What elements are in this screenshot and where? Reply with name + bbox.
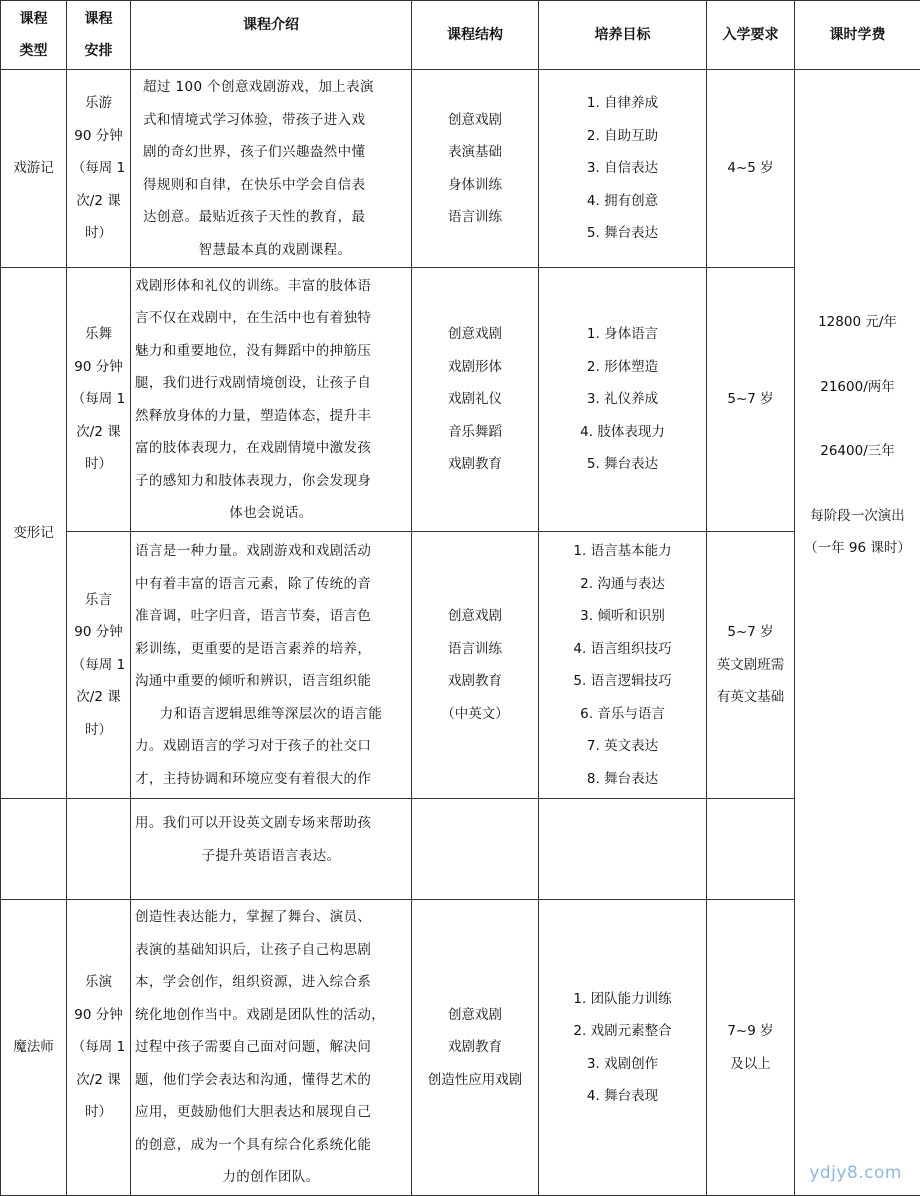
schedule-line: 90 分钟 [67,616,130,649]
schedule-line: （每周 1 [67,383,130,416]
goal-item: 1. 身体语言 [539,318,706,351]
requirement-cell [707,900,795,1196]
intro-line: 应用，更鼓励他们大胆表达和展现自己 [135,1096,407,1129]
intro-line: 言不仅在戏剧中，在生活中也有着独特 [135,302,407,335]
intro-line: 中有着丰富的语言元素，除了传统的音 [135,568,407,601]
structure-cell [412,70,539,268]
schedule-line: 次/2 课 [67,416,130,449]
performance-note: 每阶段一次演出 [795,500,920,533]
requirement-line: 4~5 岁 [707,152,794,185]
schedule-cell [67,799,131,900]
requirement-line: 5~7 岁 [707,383,794,416]
schedule-cell [67,532,131,799]
intro-line: 语言是一种力量。戏剧游戏和戏剧活动 [135,535,407,568]
requirement-line: 7~9 岁 [707,1015,794,1048]
course-type-cell: 魔法师 [1,900,67,1196]
header-course-type [1,1,67,70]
structure-item: 戏剧形体 [412,351,538,384]
schedule-cell [67,268,131,532]
goal-item: 2. 形体塑造 [539,351,706,384]
intro-line: 统化地创作当中。戏剧是团队性的活动， [135,999,407,1032]
schedule-line: 90 分钟 [67,999,130,1032]
structure-item: 戏剧教育 [412,1031,538,1064]
intro-line: 子提升英语语言表达。 [135,840,407,873]
requirement-cell [707,268,795,532]
intro-line: 的创意，成为一个具有综合化系统化能 [135,1129,407,1162]
goal-item: 3. 礼仪养成 [539,383,706,416]
goal-item: 4. 语言组织技巧 [539,633,706,666]
structure-item: 语言训练 [412,201,538,234]
intro-line: 才，主持协调和环境应变有着很大的作 [135,763,407,796]
requirement-cell [707,532,795,799]
goal-item: 1. 自律养成 [539,87,706,120]
intro-line: 魅力和重要地位，没有舞蹈中的抻筋压 [135,335,407,368]
goals-cell [539,532,707,799]
schedule-cell [67,70,131,268]
watermark: ydjy8.com [809,1163,902,1183]
intro-cell [131,799,412,900]
course-type-cell [1,799,67,900]
intro-line: 达创意。最贴近孩子天性的教育，最 [143,201,407,234]
table-row-continuation [1,799,920,900]
structure-item: 戏剧教育 [412,665,538,698]
structure-item: 戏剧教育 [412,448,538,481]
intro-cell [131,70,412,268]
header-training-goals: 培养目标 [539,1,707,70]
goal-item: 2. 自助互助 [539,120,706,153]
table-row [1,268,920,532]
goals-cell [539,900,707,1196]
goal-item: 4. 肢体表现力 [539,416,706,449]
requirement-line: 英文剧班需 [707,649,794,682]
intro-line: 创造性表达能力，掌握了舞台、演员、 [135,901,407,934]
structure-cell [412,799,539,900]
intro-line: 过程中孩子需要自己面对问题，解决问 [135,1031,407,1064]
goal-item: 6. 音乐与语言 [539,698,706,731]
price-per-year: 12800 元/年 [795,306,920,339]
schedule-line: 时） [67,1096,130,1129]
requirement-line: 5~7 岁 [707,616,794,649]
intro-line: 富的肢体表现力，在戏剧情境中激发孩 [135,432,407,465]
header-text: 课程 [67,3,130,35]
schedule-line: 次/2 课 [67,1064,130,1097]
structure-item: 创意戏剧 [412,999,538,1032]
header-course-schedule [67,1,131,70]
intro-line: 然释放身体的力量，塑造体态，提升丰 [135,400,407,433]
intro-line: 体也会说话。 [135,497,407,530]
schedule-line: 乐言 [67,584,130,617]
intro-line: 式和情境式学习体验，带孩子进入戏 [143,104,407,137]
goals-cell [539,70,707,268]
goals-cell [539,799,707,900]
intro-line: 表演的基础知识后，让孩子自己构思剧 [135,934,407,967]
course-type-cell: 戏游记 [1,70,67,268]
schedule-line: （每周 1 [67,152,130,185]
schedule-line: 时） [67,217,130,250]
header-text: 课程 [1,3,66,35]
price-two-years: 21600/两年 [795,371,920,404]
structure-cell [412,532,539,799]
header-tuition: 课时学费 [795,1,920,70]
table-row [1,900,920,1196]
structure-item: 创意戏剧 [412,600,538,633]
goal-item: 5. 语言逻辑技巧 [539,665,706,698]
hours-note: （一年 96 课时） [795,532,920,565]
intro-line: 本，学会创作，组织资源，进入综合系 [135,966,407,999]
structure-item: 语言训练 [412,633,538,666]
intro-line: 戏剧形体和礼仪的训练。丰富的肢体语 [135,270,407,303]
structure-item: 表演基础 [412,136,538,169]
goal-item: 3. 戏剧创作 [539,1048,706,1081]
header-text: 类型 [1,35,66,67]
intro-line: 得规则和自律，在快乐中学会自信表 [143,169,407,202]
price-three-years: 26400/三年 [795,435,920,468]
structure-item: 身体训练 [412,169,538,202]
intro-line: 题，他们学会表达和沟通，懂得艺术的 [135,1064,407,1097]
intro-line: 子的感知力和肢体表现力，你会发现身 [135,465,407,498]
schedule-line: 乐游 [67,87,130,120]
intro-line: 腿，我们进行戏剧情境创设，让孩子自 [135,367,407,400]
intro-line: 力和语言逻辑思维等深层次的语言能 [135,698,407,731]
table-row [1,532,920,799]
intro-line: 彩训练，更重要的是语言素养的培养， [135,633,407,666]
goal-item: 1. 语言基本能力 [539,535,706,568]
header-text: 安排 [67,35,130,67]
goal-item: 3. 自信表达 [539,152,706,185]
tuition-cell [795,70,920,1196]
intro-cell [131,268,412,532]
intro-line: 力。戏剧语言的学习对于孩子的社交口 [135,730,407,763]
header-course-intro: 课程介绍 [131,1,412,70]
schedule-cell [67,900,131,1196]
requirement-cell [707,799,795,900]
structure-item: （中英文） [412,698,538,731]
header-course-structure: 课程结构 [412,1,539,70]
schedule-line: 次/2 课 [67,681,130,714]
requirement-line: 有英文基础 [707,681,794,714]
schedule-line: 90 分钟 [67,120,130,153]
intro-line: 准音调，吐字归音，语言节奏，语言色 [135,600,407,633]
structure-item: 创意戏剧 [412,318,538,351]
header-admission-requirement: 入学要求 [707,1,795,70]
schedule-line: 时） [67,714,130,747]
goals-cell [539,268,707,532]
structure-item: 创造性应用戏剧 [412,1064,538,1097]
header-row [1,1,920,70]
goal-item: 3. 倾听和识别 [539,600,706,633]
goal-item: 4. 拥有创意 [539,185,706,218]
structure-item: 音乐舞蹈 [412,416,538,449]
intro-cell [131,532,412,799]
intro-cell [131,900,412,1196]
schedule-line: 乐舞 [67,318,130,351]
intro-line: 剧的奇幻世界，孩子们兴趣盎然中懂 [143,136,407,169]
goal-item: 8. 舞台表达 [539,763,706,796]
structure-cell [412,900,539,1196]
schedule-line: （每周 1 [67,649,130,682]
intro-line: 沟通中重要的倾听和辨识，语言组织能 [135,665,407,698]
goal-item: 4. 舞台表现 [539,1080,706,1113]
goal-item: 5. 舞台表达 [539,217,706,250]
goal-item: 2. 沟通与表达 [539,568,706,601]
intro-line: 超过 100 个创意戏剧游戏，加上表演 [143,71,407,104]
schedule-line: 次/2 课 [67,185,130,218]
table-row [1,70,920,268]
structure-item: 戏剧礼仪 [412,383,538,416]
intro-line: 用。我们可以开设英文剧专场来帮助孩 [135,807,407,840]
structure-cell [412,268,539,532]
schedule-line: （每周 1 [67,1031,130,1064]
goal-item: 5. 舞台表达 [539,448,706,481]
goal-item: 1. 团队能力训练 [539,983,706,1016]
schedule-line: 乐演 [67,966,130,999]
requirement-line: 及以上 [707,1048,794,1081]
schedule-line: 90 分钟 [67,351,130,384]
intro-line: 智慧最本真的戏剧课程。 [143,234,407,267]
structure-item: 创意戏剧 [412,104,538,137]
intro-line: 力的创作团队。 [135,1161,407,1194]
goal-item: 7. 英文表达 [539,730,706,763]
goal-item: 2. 戏剧元素整合 [539,1015,706,1048]
requirement-cell [707,70,795,268]
course-type-cell: 变形记 [1,268,67,799]
schedule-line: 时） [67,448,130,481]
